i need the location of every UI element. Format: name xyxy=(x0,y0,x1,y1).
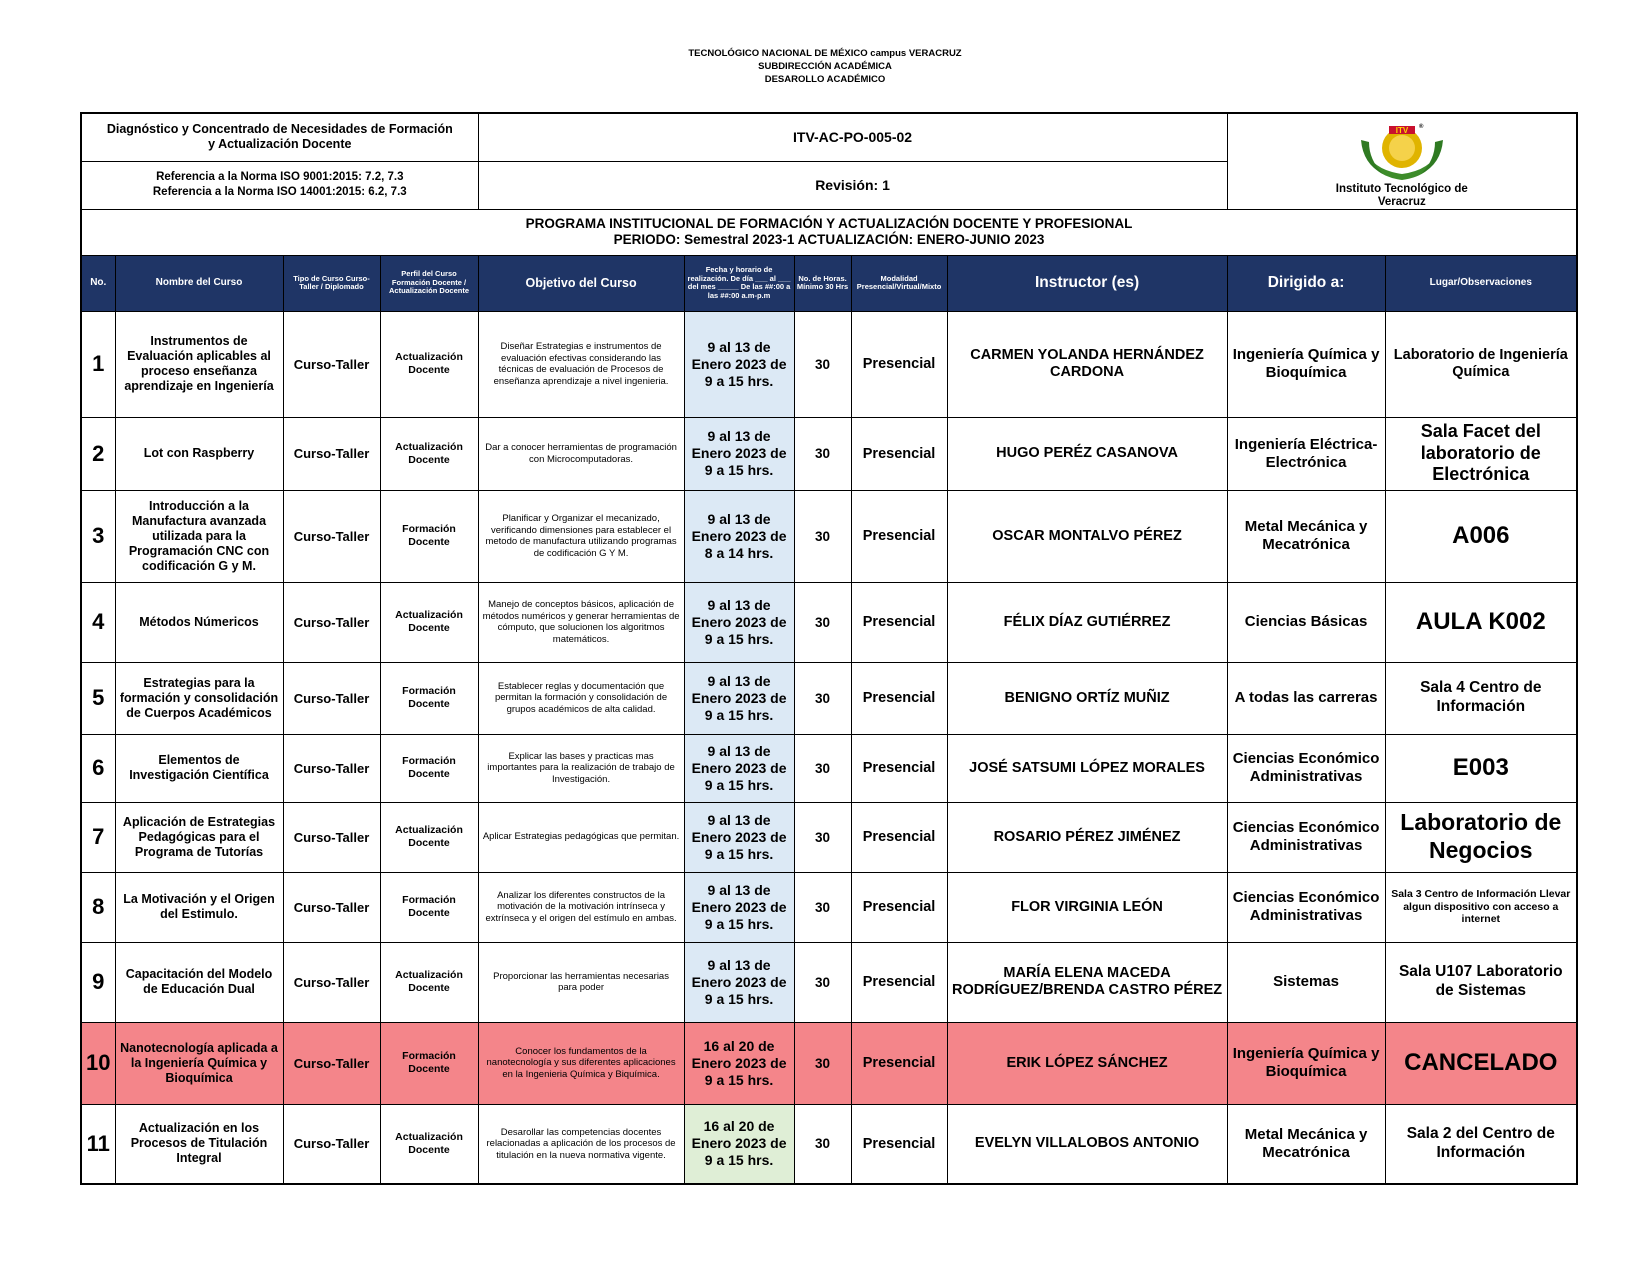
cell-modalidad: Presencial xyxy=(851,1104,947,1184)
table-row xyxy=(81,490,1577,582)
cell-no: 3 xyxy=(81,490,115,582)
cell-no: 10 xyxy=(81,1022,115,1104)
cell-objetivo: Explicar las bases y practicas mas importantes para la realización de trabajo de Investigación. xyxy=(478,734,684,802)
cell-tipo: Curso-Taller xyxy=(283,1022,380,1104)
form-title: Diagnóstico y Concentrado de Necesidades de Formación y Actualización Docente xyxy=(81,113,478,161)
cell-fecha: 16 al 20 de Enero 2023 de 9 a 15 hrs. xyxy=(684,1104,794,1184)
cell-perfil: Actualización Docente xyxy=(380,802,478,872)
cell-nombre: Nanotecnología aplicada a la Ingeniería Química y Bioquímica xyxy=(115,1022,283,1104)
table-row xyxy=(81,662,1577,734)
course-rows xyxy=(81,311,1577,1184)
header-line-3: DESAROLLO ACADÉMICO xyxy=(764,74,886,85)
cell-instructor: ERIK LÓPEZ SÁNCHEZ xyxy=(947,1022,1227,1104)
cell-dirigido: Metal Mecánica y Mecatrónica xyxy=(1227,490,1385,582)
cell-perfil: Formación Docente xyxy=(380,490,478,582)
cell-dirigido: Ingeniería Química y Bioquímica xyxy=(1227,1022,1385,1104)
table-row xyxy=(81,582,1577,662)
cell-lugar: Laboratorio de Ingeniería Química xyxy=(1385,311,1577,417)
institute-name: Instituto Tecnológico de Veracruz xyxy=(1335,182,1468,208)
form-revision: Revisión: 1 xyxy=(478,161,1227,209)
col-perfil: Perfil del Curso Formación Docente / Actualización Docente xyxy=(380,255,478,311)
cell-dirigido: Ciencias Económico Administrativas xyxy=(1227,872,1385,942)
cell-nombre: Estrategias para la formación y consolidación de Cuerpos Académicos xyxy=(115,662,283,734)
cell-tipo: Curso-Taller xyxy=(283,662,380,734)
cell-nombre: Aplicación de Estrategias Pedagógicas para el Programa de Tutorías xyxy=(115,802,283,872)
cell-fecha: 9 al 13 de Enero 2023 de 9 a 15 hrs. xyxy=(684,734,794,802)
cell-perfil: Actualización Docente xyxy=(380,582,478,662)
cell-horas: 30 xyxy=(794,311,851,417)
cell-tipo: Curso-Taller xyxy=(283,490,380,582)
cell-nombre: Métodos Númericos xyxy=(115,582,283,662)
cell-tipo: Curso-Taller xyxy=(283,872,380,942)
col-nombre: Nombre del Curso xyxy=(115,255,283,311)
cell-fecha: 9 al 13 de Enero 2023 de 9 a 15 hrs. xyxy=(684,662,794,734)
col-fecha: Fecha y horario de realización. De día ___ al ___ del mes _____ De las ##:00 a las ##:00 a.m-p.m xyxy=(684,255,794,311)
cell-nombre: Capacitación del Modelo de Educación Dual xyxy=(115,942,283,1022)
cell-dirigido: A todas las carreras xyxy=(1227,662,1385,734)
table-row xyxy=(81,942,1577,1022)
cell-tipo: Curso-Taller xyxy=(283,942,380,1022)
cell-horas: 30 xyxy=(794,1104,851,1184)
cell-lugar: CANCELADO xyxy=(1385,1022,1577,1104)
cell-perfil: Formación Docente xyxy=(380,734,478,802)
cell-nombre: Lot con Raspberry xyxy=(115,417,283,490)
cell-instructor: OSCAR MONTALVO PÉREZ xyxy=(947,490,1227,582)
table-row xyxy=(81,802,1577,872)
cell-tipo: Curso-Taller xyxy=(283,417,380,490)
table-row xyxy=(81,734,1577,802)
cell-no: 6 xyxy=(81,734,115,802)
table-row xyxy=(81,872,1577,942)
cell-modalidad: Presencial xyxy=(851,734,947,802)
cell-objetivo: Aplicar Estrategias pedagógicas que permitan. xyxy=(478,802,684,872)
cell-instructor: BENIGNO ORTÍZ MUÑIZ xyxy=(947,662,1227,734)
cell-horas: 30 xyxy=(794,942,851,1022)
cell-lugar: A006 xyxy=(1385,490,1577,582)
cell-nombre: La Motivación y el Origen del Estimulo. xyxy=(115,872,283,942)
cell-perfil: Formación Docente xyxy=(380,872,478,942)
cell-horas: 30 xyxy=(794,662,851,734)
col-instructor: Instructor (es) xyxy=(947,255,1227,311)
cell-nombre: Instrumentos de Evaluación aplicables al proceso enseñanza aprendizaje en Ingeniería xyxy=(115,311,283,417)
col-lugar: Lugar/Observaciones xyxy=(1385,255,1577,311)
cell-lugar: Sala 4 Centro de Información xyxy=(1385,662,1577,734)
cell-perfil: Actualización Docente xyxy=(380,417,478,490)
column-headers xyxy=(81,255,1577,311)
cell-no: 9 xyxy=(81,942,115,1022)
cell-objetivo: Conocer los fundamentos de la nanotecnología y sus diferentes aplicaciones en la Ingenieria Química y Biquímica. xyxy=(478,1022,684,1104)
cell-fecha: 9 al 13 de Enero 2023 de 9 a 15 hrs. xyxy=(684,942,794,1022)
cell-modalidad: Presencial xyxy=(851,490,947,582)
cell-dirigido: Ingeniería Eléctrica-Electrónica xyxy=(1227,417,1385,490)
col-no: No. xyxy=(81,255,115,311)
cell-no: 11 xyxy=(81,1104,115,1184)
header-line-2: SUBDIRECCIÓN ACADÉMICA xyxy=(758,61,892,72)
cell-objetivo: Dar a conocer herramientas de programación con Microcomputadoras. xyxy=(478,417,684,490)
cell-lugar: Sala 2 del Centro de Información xyxy=(1385,1104,1577,1184)
col-dirigido: Dirigido a: xyxy=(1227,255,1385,311)
form-code: ITV-AC-PO-005-02 xyxy=(478,113,1227,161)
cell-horas: 30 xyxy=(794,734,851,802)
cell-tipo: Curso-Taller xyxy=(283,734,380,802)
cell-modalidad: Presencial xyxy=(851,942,947,1022)
cell-perfil: Actualización Docente xyxy=(380,311,478,417)
iso-references: Referencia a la Norma ISO 9001:2015: 7.2, 7.3 Referencia a la Norma ISO 14001:2015: 6.2, 7.3 xyxy=(81,161,478,209)
col-horas: No. de Horas. Mínimo 30 Hrs xyxy=(794,255,851,311)
cell-dirigido: Ciencias Básicas xyxy=(1227,582,1385,662)
cell-instructor: HUGO PERÉZ CASANOVA xyxy=(947,417,1227,490)
cell-horas: 30 xyxy=(794,417,851,490)
cell-fecha: 16 al 20 de Enero 2023 de 9 a 15 hrs. xyxy=(684,1022,794,1104)
program-title: PROGRAMA INSTITUCIONAL DE FORMACIÓN Y ACTUALIZACIÓN DOCENTE Y PROFESIONAL PERIODO: Semestral 2023-1 ACTUALIZACIÓN: ENERO-JUNIO 2023 xyxy=(81,209,1577,255)
cell-nombre: Elementos de Investigación Científica xyxy=(115,734,283,802)
cell-fecha: 9 al 13 de Enero 2023 de 9 a 15 hrs. xyxy=(684,311,794,417)
cell-lugar: AULA K002 xyxy=(1385,582,1577,662)
cell-tipo: Curso-Taller xyxy=(283,802,380,872)
col-objetivo: Objetivo del Curso xyxy=(478,255,684,311)
cell-horas: 30 xyxy=(794,802,851,872)
col-tipo: Tipo de Curso Curso-Taller / Diplomado xyxy=(283,255,380,311)
logo-mark: ITV xyxy=(1395,126,1409,135)
cell-fecha: 9 al 13 de Enero 2023 de 9 a 15 hrs. xyxy=(684,802,794,872)
cell-lugar: Laboratorio de Negocios xyxy=(1385,802,1577,872)
cell-instructor: MARÍA ELENA MACEDA RODRÍGUEZ/BRENDA CASTRO PÉREZ xyxy=(947,942,1227,1022)
cell-no: 5 xyxy=(81,662,115,734)
cell-modalidad: Presencial xyxy=(851,872,947,942)
cell-perfil: Actualización Docente xyxy=(380,1104,478,1184)
cell-no: 2 xyxy=(81,417,115,490)
cell-objetivo: Desarollar las competencias docentes relacionadas a aplicación de los procesos de titulación en la nueva normativa vigente. xyxy=(478,1104,684,1184)
cell-modalidad: Presencial xyxy=(851,582,947,662)
cell-horas: 30 xyxy=(794,582,851,662)
cell-fecha: 9 al 13 de Enero 2023 de 8 a 14 hrs. xyxy=(684,490,794,582)
cell-dirigido: Ingeniería Química y Bioquímica xyxy=(1227,311,1385,417)
cell-tipo: Curso-Taller xyxy=(283,311,380,417)
cell-objetivo: Proporcionar las herramientas necesarias para poder xyxy=(478,942,684,1022)
cell-fecha: 9 al 13 de Enero 2023 de 9 a 15 hrs. xyxy=(684,582,794,662)
itv-crest-icon xyxy=(1357,120,1447,184)
course-program-table xyxy=(80,112,1578,1185)
cell-no: 8 xyxy=(81,872,115,942)
cell-instructor: JOSÉ SATSUMI LÓPEZ MORALES xyxy=(947,734,1227,802)
cell-instructor: FÉLIX DÍAZ GUTIÉRREZ xyxy=(947,582,1227,662)
cell-modalidad: Presencial xyxy=(851,311,947,417)
cell-instructor: FLOR VIRGINIA LEÓN xyxy=(947,872,1227,942)
cell-no: 1 xyxy=(81,311,115,417)
cell-instructor: CARMEN YOLANDA HERNÁNDEZ CARDONA xyxy=(947,311,1227,417)
cell-objetivo: Analizar los diferentes constructos de la motivación de la motivación intrínseca y extrínseca y el origen del estímulo en ambas. xyxy=(478,872,684,942)
cell-objetivo: Establecer reglas y documentación que permitan la formación y consolidación de grupos académicos de alta calidad. xyxy=(478,662,684,734)
cell-objetivo: Manejo de conceptos básicos, aplicación de métodos numéricos y generar herramientas de cómputo, que solucionen los algoritmos matemáticos. xyxy=(478,582,684,662)
cell-modalidad: Presencial xyxy=(851,802,947,872)
cell-instructor: EVELYN VILLALOBOS ANTONIO xyxy=(947,1104,1227,1184)
institute-logo-cell xyxy=(1227,113,1577,209)
cell-objetivo: Diseñar Estrategias e instrumentos de evaluación efectivas considerando las técnicas de evaluación de Procesos de enseñanza aprendizaje a nivel ingenieria. xyxy=(478,311,684,417)
header-line-1: TECNOLÓGICO NACIONAL DE MÉXICO campus VERACRUZ xyxy=(688,48,962,59)
cell-lugar: Sala U107 Laboratorio de Sistemas xyxy=(1385,942,1577,1022)
cell-lugar: Sala Facet del laboratorio de Electrónica xyxy=(1385,417,1577,490)
cell-modalidad: Presencial xyxy=(851,662,947,734)
cell-horas: 30 xyxy=(794,872,851,942)
cell-instructor: ROSARIO PÉREZ JIMÉNEZ xyxy=(947,802,1227,872)
cell-modalidad: Presencial xyxy=(851,417,947,490)
document-header xyxy=(0,47,1650,86)
cell-modalidad: Presencial xyxy=(851,1022,947,1104)
cell-lugar: Sala 3 Centro de Información Llevar algun dispositivo con acceso a internet xyxy=(1385,872,1577,942)
col-modalidad: Modalidad Presencial/Virtual/Mixto xyxy=(851,255,947,311)
cell-lugar: E003 xyxy=(1385,734,1577,802)
cell-perfil: Actualización Docente xyxy=(380,942,478,1022)
cell-dirigido: Sistemas xyxy=(1227,942,1385,1022)
cell-fecha: 9 al 13 de Enero 2023 de 9 a 15 hrs. xyxy=(684,872,794,942)
cell-tipo: Curso-Taller xyxy=(283,582,380,662)
cell-dirigido: Ciencias Económico Administrativas xyxy=(1227,802,1385,872)
cell-no: 4 xyxy=(81,582,115,662)
cell-nombre: Introducción a la Manufactura avanzada utilizada para la Programación CNC con codificación G y M. xyxy=(115,490,283,582)
cell-horas: 30 xyxy=(794,1022,851,1104)
registered-mark: ® xyxy=(1418,124,1424,130)
table-row xyxy=(81,417,1577,490)
cell-objetivo: Planificar y Organizar el mecanizado, verificando dimensiones para establecer el metodo de manufactura utilizando programas de codificación G Y M. xyxy=(478,490,684,582)
cell-nombre: Actualización en los Procesos de Titulación Integral xyxy=(115,1104,283,1184)
cell-dirigido: Metal Mecánica y Mecatrónica xyxy=(1227,1104,1385,1184)
cell-horas: 30 xyxy=(794,490,851,582)
cell-perfil: Formación Docente xyxy=(380,1022,478,1104)
cell-perfil: Formación Docente xyxy=(380,662,478,734)
table-row xyxy=(81,1022,1577,1104)
cell-no: 7 xyxy=(81,802,115,872)
cell-dirigido: Ciencias Económico Administrativas xyxy=(1227,734,1385,802)
cell-fecha: 9 al 13 de Enero 2023 de 9 a 15 hrs. xyxy=(684,417,794,490)
cell-tipo: Curso-Taller xyxy=(283,1104,380,1184)
table-row xyxy=(81,311,1577,417)
table-row xyxy=(81,1104,1577,1184)
